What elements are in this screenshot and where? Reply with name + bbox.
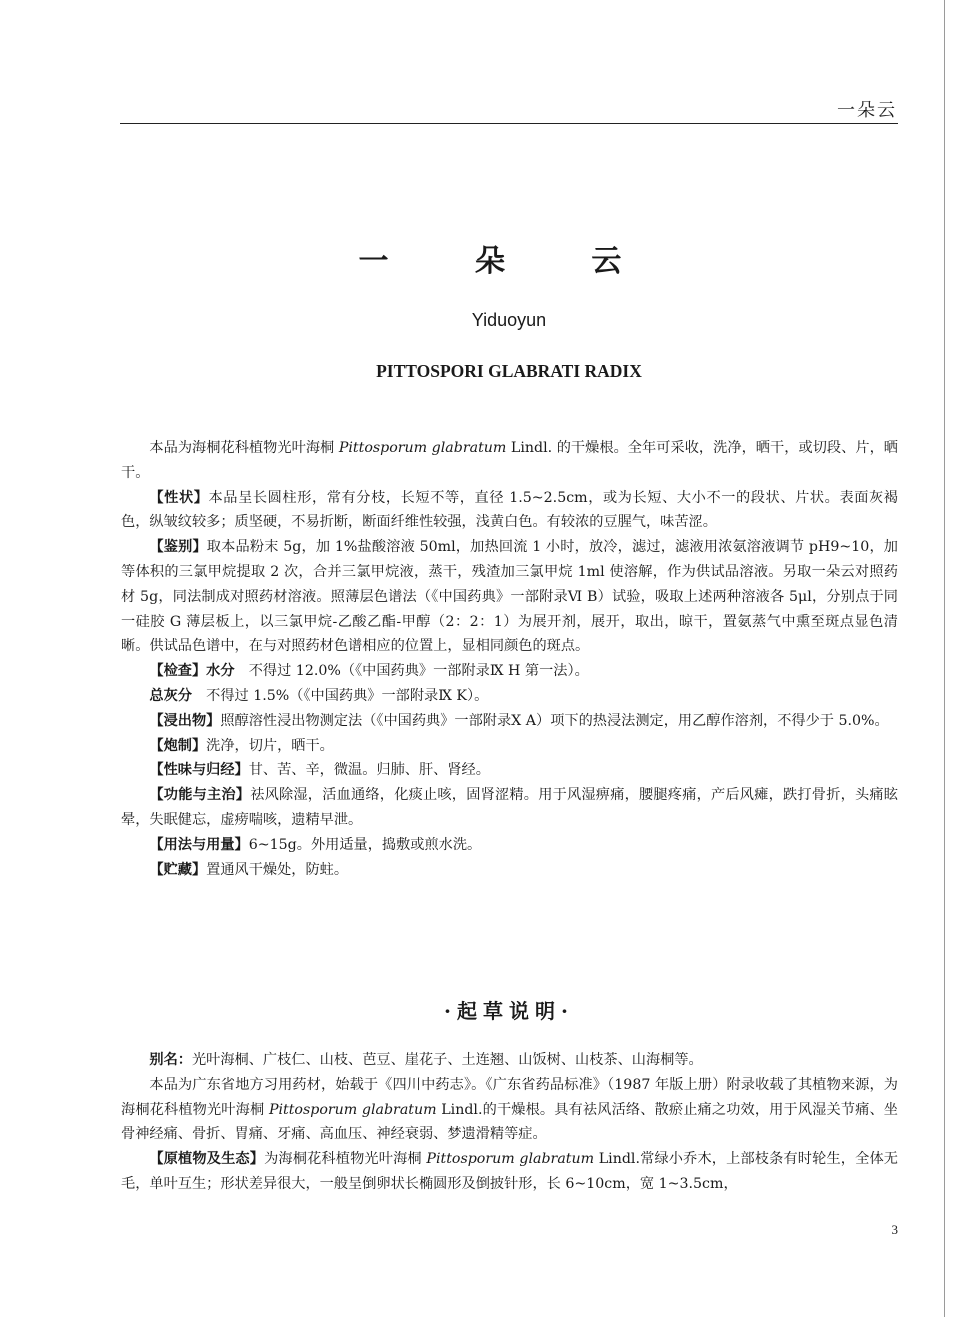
section-label: 【浸出物】 bbox=[149, 712, 221, 729]
section-xingzhuang: 【性状】本品呈长圆柱形，常有分枝，长短不等，直径 1.5~2.5cm，或为长短、大小不一的段状、片状。表面灰褐色，纵皱纹较多；质坚硬，不易折断，断面纤维性较强，浅黄白色。有较浓的豆腥气，味苦涩。 bbox=[121, 489, 898, 531]
species-name: Pittosporum glabratum bbox=[268, 1101, 437, 1118]
section-label: 【功能与主治】 bbox=[149, 787, 251, 804]
section-label: 【原植物及生态】 bbox=[149, 1151, 265, 1168]
section-gongneng: 【功能与主治】祛风除湿，活血通络，化痰止咳，固肾涩精。用于风湿痹痛，腰腿疼痛，产后风瘫，跌打骨折，头痛眩晕，失眠健忘，虚痨喘咳，遗精早泄。 bbox=[121, 787, 898, 828]
species-name: Pittosporum glabratum bbox=[338, 440, 507, 456]
section-zonghuifen: 总灰分 不得过 1.5%（《中国药典》一部附录Ⅸ K）。 bbox=[149, 687, 489, 704]
pinyin-name: Yiduoyun bbox=[471, 310, 547, 330]
drafting-notes-heading: ·起草说明· bbox=[444, 999, 574, 1023]
section-jiancha: 【检查】水分 不得过 12.0%（《中国药典》一部附录Ⅸ H 第一法）。 bbox=[149, 663, 589, 680]
section-paozhi: 【炮制】洗净，切片，晒干。 bbox=[149, 737, 334, 754]
running-header: 一朵云 bbox=[837, 100, 897, 121]
section-bieming: 别名：光叶海桐、广枝仁、山枝、芭豆、崖花子、土连翘、山饭树、山枝茶、山海桐等。 bbox=[149, 1052, 703, 1068]
section-label: 别名： bbox=[149, 1052, 192, 1068]
species-name: Pittosporum glabratum bbox=[426, 1151, 595, 1168]
drafting-notes-body bbox=[121, 1048, 898, 1197]
sub-label: 总灰分 bbox=[149, 687, 192, 704]
page-number: 3 bbox=[891, 1222, 898, 1237]
section-label: 【性状】 bbox=[149, 489, 209, 506]
monograph-title: 一 朵 云 bbox=[358, 244, 660, 279]
header-rule bbox=[120, 123, 898, 124]
section-jianbie: 【鉴别】取本品粉末 5g，加 1%盐酸溶液 50ml，加热回流 1 小时，放冷，滤过，滤液用浓氨溶液调节 pH9~10，加等体积的三氯甲烷提取 2 次，合并三氯甲烷液，蒸干，残渣加三氯甲烷 1ml 使溶解，作为供试品溶液。另取一朵云对照药材 5g，同法制成对照药材溶液。照薄层色谱法（《中国药典》一部附录Ⅵ B）试验，吸取上述两种溶液各 5μl，分别点于同一硅胶 G 薄层板上，以三氯甲烷-乙酸乙酯-甲醇（2：2：1）为展开剂，展开，取出，晾干，置氨蒸气中熏至斑点显色清晰。供试品色谱中，在与对照药材色谱相应的位置上，显相同颜色的斑点。 bbox=[121, 539, 898, 655]
section-label: 【贮藏】 bbox=[149, 861, 207, 878]
section-zhucang: 【贮藏】置通风干燥处，防蛀。 bbox=[149, 861, 349, 878]
section-label: 【性味与归经】 bbox=[149, 762, 249, 779]
section-label: 【炮制】 bbox=[149, 737, 207, 754]
section-label: 【检查】 bbox=[149, 663, 207, 680]
sub-label: 水分 bbox=[206, 663, 235, 680]
section-jinchuwu: 【浸出物】照醇溶性浸出物测定法（《中国药典》一部附录Ⅹ A）项下的热浸法测定，用乙醇作溶剂，不得少于 5.0%。 bbox=[149, 712, 889, 729]
section-label: 【鉴别】 bbox=[149, 539, 207, 556]
section-label: 【用法与用量】 bbox=[149, 836, 249, 853]
latin-name: PITTOSPORI GLABRATI RADIX bbox=[376, 361, 642, 381]
source-paragraph: 本品为广东省地方习用药材，始载于《四川中药志》。《广东省药品标准》（1987 年版上册）附录收载了其植物来源，为海桐花科植物光叶海桐 Pittosporum glabratum Lindl.的干燥根。具有祛风活络、散瘀止痛之功效，用于风湿关节痛、坐骨神经痛、骨折、胃痛、牙痛、高血压、神经衰弱、梦遗滑精等症。 bbox=[121, 1076, 898, 1143]
section-yuanzhiwu: 【原植物及生态】为海桐花科植物光叶海桐 Pittosporum glabratum Lindl.常绿小乔木，上部枝条有时轮生，全体无毛，单叶互生；形状差异很大，一般呈倒卵状长椭圆形及倒披针形，长 6~10cm，宽 1~3.5cm， bbox=[121, 1151, 898, 1192]
section-xingwei: 【性味与归经】甘、苦、辛，微温。归肺、肝、肾经。 bbox=[149, 762, 490, 779]
page-edge-line bbox=[944, 0, 945, 1317]
section-yongfa: 【用法与用量】6~15g。外用适量，捣敷或煎水洗。 bbox=[149, 836, 482, 853]
monograph-body bbox=[121, 436, 898, 882]
intro-paragraph: 本品为海桐花科植物光叶海桐 Pittosporum glabratum Lindl. 的干燥根。全年可采收，洗净，晒干，或切段、片，晒干。 bbox=[121, 440, 898, 481]
